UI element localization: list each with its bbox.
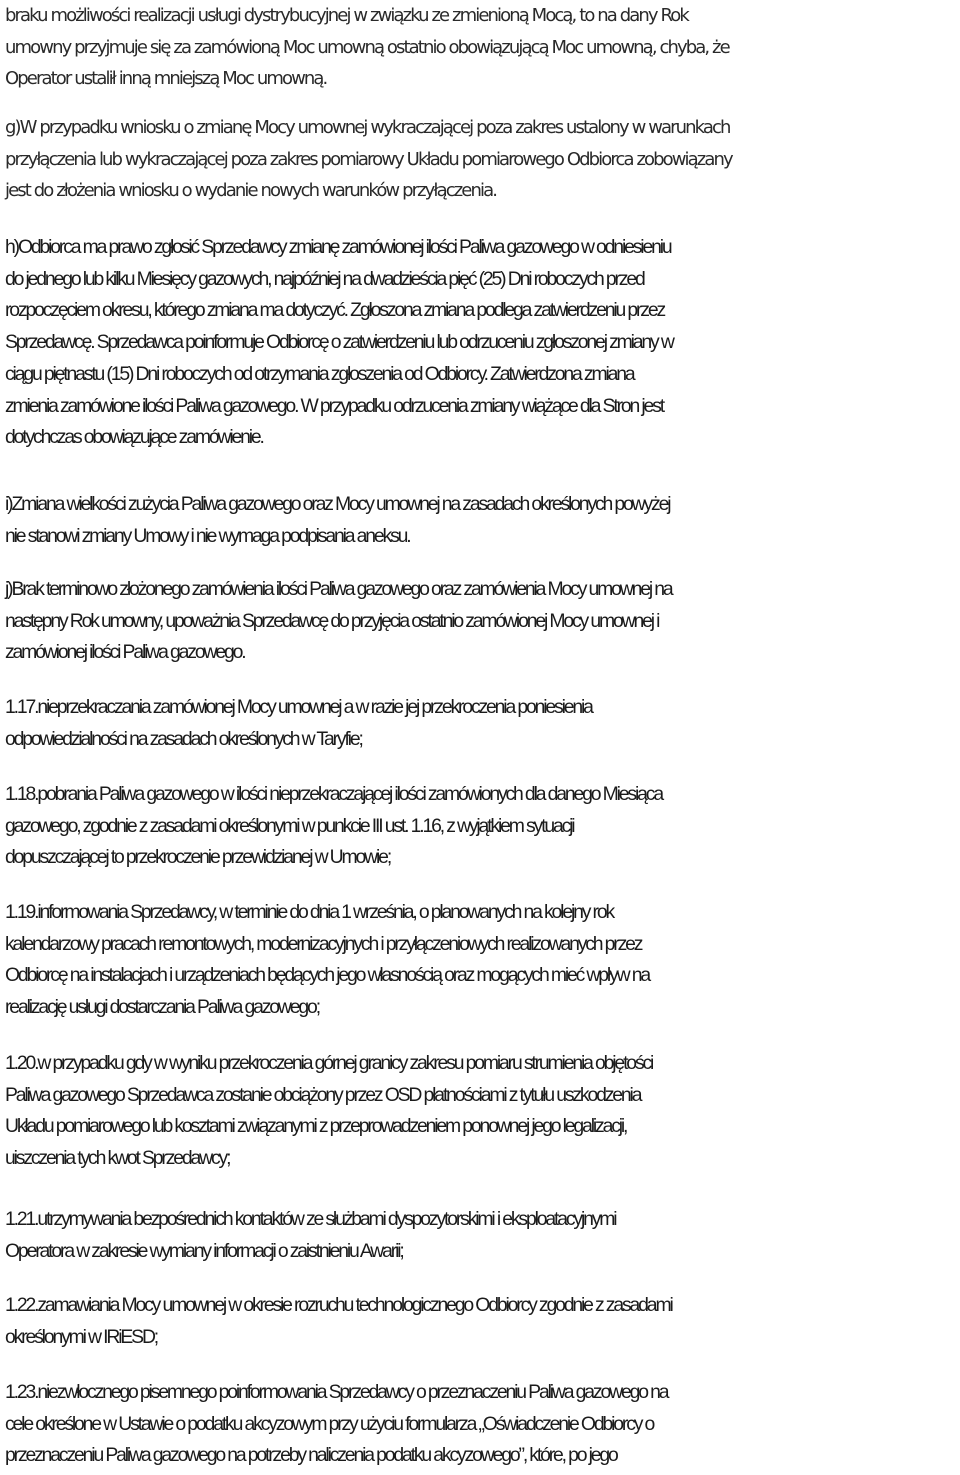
text-line: zamówionej ilości Paliwa gazowego. bbox=[5, 641, 245, 664]
text-line: umowny przyjmuje się za zamówioną Moc umowną ostatnio obowiązującą Moc umowną, chyba, że bbox=[5, 36, 729, 58]
text-line: h)Odbiorca ma prawo zgłosić Sprzedawcy zmianę zamówionej ilości Paliwa gazowego w odniesieniu bbox=[5, 236, 671, 258]
paragraph-continuation bbox=[5, 0, 960, 95]
paragraph-item-i bbox=[5, 489, 960, 552]
paragraph-item-1-23 bbox=[5, 1377, 960, 1472]
text-line: 1.21.utrzymywania bezpośrednich kontaktów ze służbami dyspozytorskimi i eksploatacyjnymi bbox=[5, 1208, 616, 1230]
text-line: dotychczas obowiązujące zamówienie. bbox=[5, 426, 263, 449]
paragraph-item-1-17 bbox=[5, 692, 960, 755]
text-line: dopuszczającej to przekroczenie przewidzianej w Umowie; bbox=[5, 846, 391, 869]
text-line: odpowiedzialności na zasadach określonych w Taryfie; bbox=[5, 727, 362, 750]
text-line: Sprzedawcę. Sprzedawca poinformuje Odbiorcę o zatwierdzeniu lub odrzuceniu zgłoszonej zmiany w bbox=[5, 331, 673, 354]
text-line: Operator ustalił inną mniejszą Moc umowną. bbox=[5, 68, 327, 90]
text-line: g)W przypadku wniosku o zmianę Mocy umownej wykraczającej poza zakres ustalony w warunkach bbox=[5, 117, 730, 138]
paragraph-item-g bbox=[5, 112, 960, 207]
text-line: 1.23.niezwłocznego pisemnego poinformowania Sprzedawcy o przeznaczeniu Paliwa gazowego na bbox=[5, 1381, 668, 1403]
paragraph-item-1-20 bbox=[5, 1048, 960, 1175]
text-line: 1.22.zamawiania Mocy umownej w okresie rozruchu technologicznego Odbiorcy zgodnie z zasadami bbox=[5, 1294, 672, 1316]
text-line: określonymi w IRiESD; bbox=[5, 1325, 158, 1348]
text-line: przyłączenia lub wykraczającej poza zakres pomiarowy Układu pomiarowego Odbiorca zobowiązany bbox=[5, 148, 732, 170]
text-line: j)Brak terminowo złożonego zamówienia ilości Paliwa gazowego oraz zamówienia Mocy umownej na bbox=[5, 578, 672, 600]
text-line: Odbiorcę na instalacjach i urządzeniach będących jego własnością oraz mogących mieć wpływ na bbox=[5, 964, 649, 987]
text-line: i)Zmiana wielkości zużycia Paliwa gazowego oraz Mocy umownej na zasadach określonych powyżej bbox=[5, 493, 670, 515]
text-line: zmienia zamówione ilości Paliwa gazowego. W przypadku odrzucenia zmiany wiążące dla Stron jest bbox=[5, 394, 663, 417]
text-line: nie stanowi zmiany Umowy i nie wymaga podpisania aneksu. bbox=[5, 524, 410, 547]
paragraph-item-j bbox=[5, 574, 960, 669]
text-line: gazowego, zgodnie z zasadami określonymi w punkcie III ust. 1.16, z wyjątkiem sytuacji bbox=[5, 814, 574, 837]
text-line: jest do złożenia wniosku o wydanie nowych warunków przyłączenia. bbox=[5, 180, 497, 202]
text-line: braku możliwości realizacji usługi dystrybucyjnej w związku ze zmienioną Mocą, to na dany Rok bbox=[5, 5, 688, 26]
text-line: następny Rok umowny, upoważnia Sprzedawcę do przyjęcia ostatnio zamówionej Mocy umownej i bbox=[5, 609, 659, 632]
paragraph-item-1-18 bbox=[5, 779, 960, 874]
paragraph-item-1-21 bbox=[5, 1204, 960, 1267]
text-line: rozpoczęciem okresu, którego zmiana ma dotyczyć. Zgłoszona zmiana podlega zatwierdzeniu przez bbox=[5, 299, 665, 322]
text-line: 1.20.w przypadku gdy w wyniku przekroczenia górnej granicy zakresu pomiaru strumienia objętości bbox=[5, 1052, 653, 1074]
paragraph-item-h bbox=[5, 232, 960, 454]
paragraph-item-1-19 bbox=[5, 897, 960, 1024]
text-line: cele określone w Ustawie o podatku akcyzowym przy użyciu formularza „Oświadczenie Odbiorcy o bbox=[5, 1412, 654, 1435]
text-line: 1.17.nieprzekraczania zamówionej Mocy umownej a w razie jej przekroczenia poniesienia bbox=[5, 696, 592, 718]
paragraph-item-1-22 bbox=[5, 1290, 960, 1353]
text-line: 1.19.informowania Sprzedawcy, w terminie do dnia 1 września, o planowanych na kolejny rok bbox=[5, 901, 614, 923]
text-line: Operatora w zakresie wymiany informacji o zaistnieniu Awarii; bbox=[5, 1239, 403, 1262]
text-line: przeznaczeniu Paliwa gazowego na potrzeby naliczenia podatku akcyzowego”, które, po jego bbox=[5, 1444, 617, 1467]
text-line: Układu pomiarowego lub kosztami związanymi z przeprowadzeniem ponownej jego legalizacji, bbox=[5, 1115, 627, 1138]
text-line: ciągu piętnastu (15) Dni roboczych od otrzymania zgłoszenia od Odbiorcy. Zatwierdzona zmiana bbox=[5, 362, 634, 385]
text-line: kalendarzowy pracach remontowych, modernizacyjnych i przyłączeniowych realizowanych przez bbox=[5, 932, 642, 955]
text-line: uiszczenia tych kwot Sprzedawcy; bbox=[5, 1147, 230, 1170]
text-line: do jednego lub kilku Miesięcy gazowych, najpóźniej na dwadzieścia pięć (25) Dni roboczych przed bbox=[5, 267, 644, 290]
text-line: realizację usługi dostarczania Paliwa gazowego; bbox=[5, 996, 319, 1019]
text-line: Paliwa gazowego Sprzedawca zostanie obciążony przez OSD płatnościami z tytułu uszkodzenia bbox=[5, 1083, 641, 1106]
text-line: 1.18.pobrania Paliwa gazowego w ilości nieprzekraczającej ilości zamówionych dla danego Miesiąca bbox=[5, 783, 662, 805]
